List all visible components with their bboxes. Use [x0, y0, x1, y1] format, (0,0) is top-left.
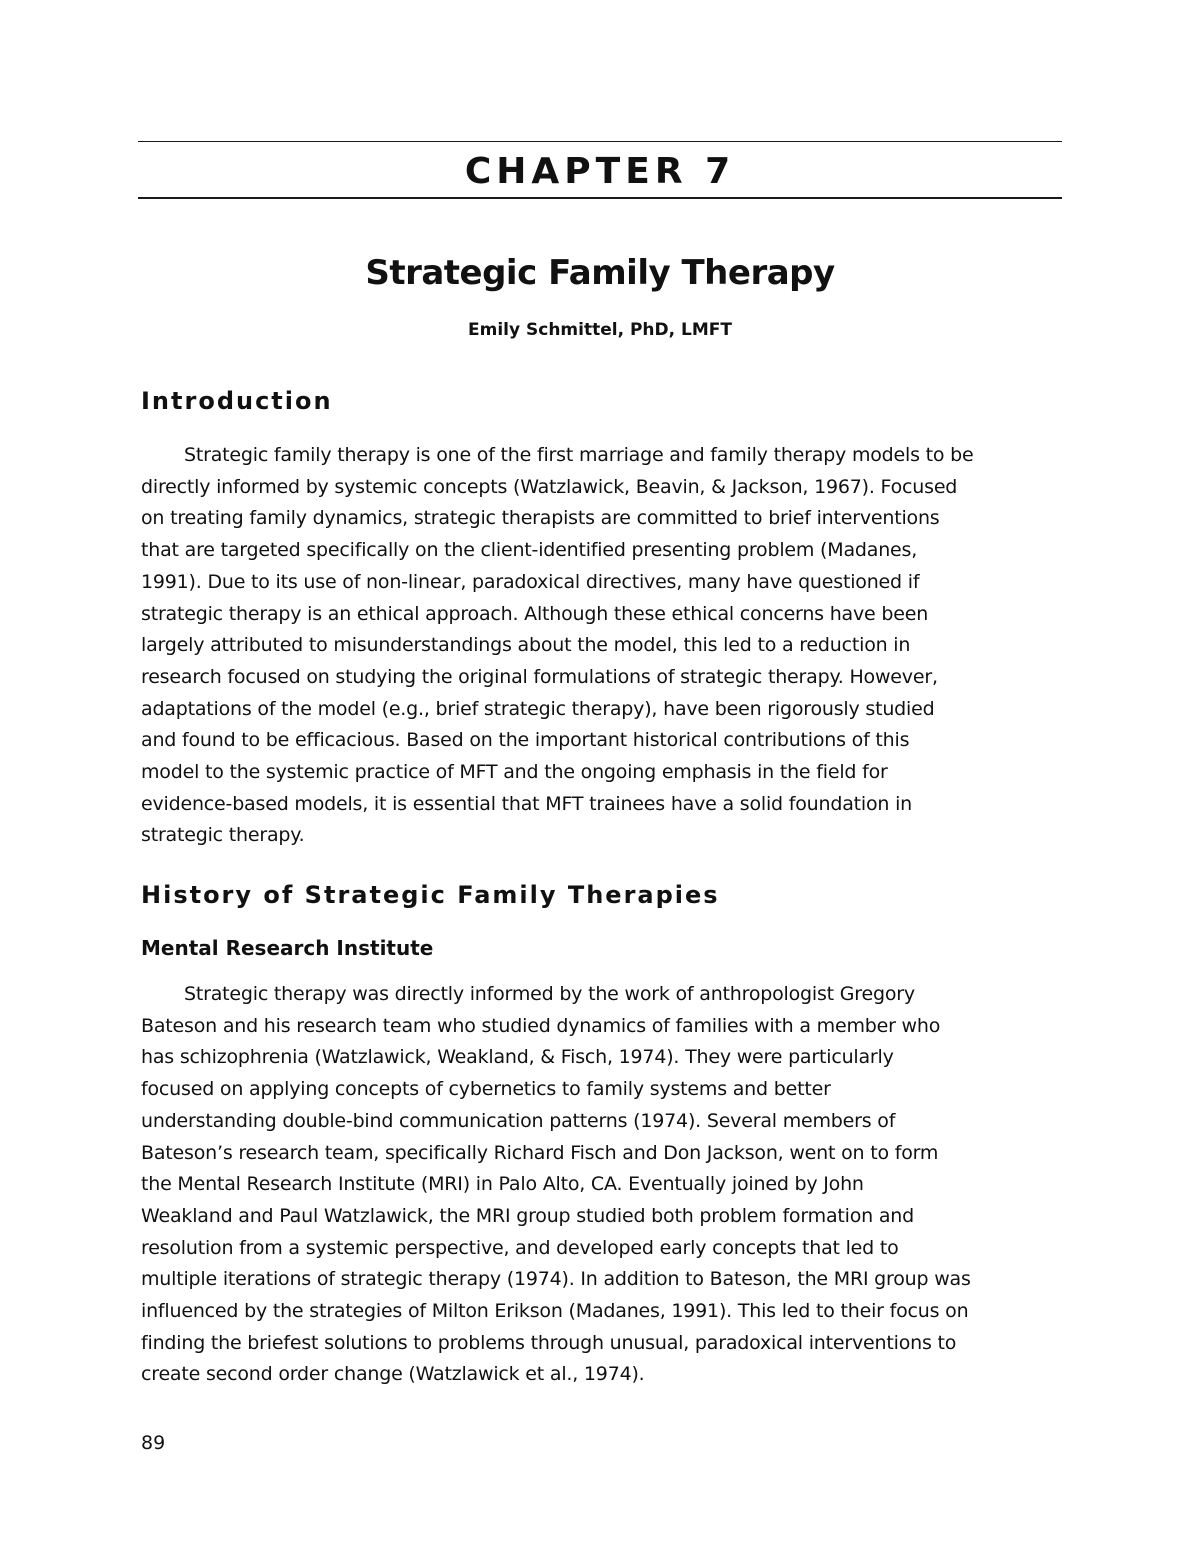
history-paragraph — [141, 979, 1061, 1391]
paragraph-line: the Mental Research Institute (MRI) in Palo Alto, CA. Eventually joined by John — [141, 1173, 864, 1196]
paragraph-line: and found to be efficacious. Based on the important historical contributions of this — [141, 729, 910, 752]
paragraph-line: Bateson’s research team, specifically Richard Fisch and Don Jackson, went on to form — [141, 1141, 939, 1164]
paragraph-line: create second order change (Watzlawick et al., 1974). — [141, 1363, 645, 1386]
paragraph-line: directly informed by systemic concepts (Watzlawick, Beavin, & Jackson, 1967). Focused — [141, 475, 958, 498]
chapter-label: CHAPTER 7 — [464, 151, 736, 192]
paragraph-line: on treating family dynamics, strategic therapists are committed to brief interventions — [141, 507, 940, 530]
chapter-rule-bottom — [138, 197, 1062, 199]
section-heading-introduction: Introduction — [141, 387, 333, 415]
paragraph-line: largely attributed to misunderstandings about the model, this led to a reduction in — [141, 634, 911, 657]
paragraph-line: adaptations of the model (e.g., brief strategic therapy), have been rigorously studied — [141, 697, 935, 720]
paragraph-line: that are targeted specifically on the client-identified presenting problem (Madanes, — [141, 539, 918, 562]
chapter-rule-top — [138, 141, 1062, 142]
paragraph-line: 1991). Due to its use of non-linear, paradoxical directives, many have questioned if — [141, 570, 920, 593]
paragraph-line: research focused on studying the original formulations of strategic therapy. However, — [141, 665, 938, 688]
paragraph-line: focused on applying concepts of cybernetics to family systems and better — [141, 1078, 831, 1101]
paragraph-line: evidence-based models, it is essential that MFT trainees have a solid foundation in — [141, 792, 913, 815]
paragraph-line: has schizophrenia (Watzlawick, Weakland, & Fisch, 1974). They were particularly — [141, 1046, 894, 1069]
paragraph-line: understanding double-bind communication patterns (1974). Several members of — [141, 1109, 896, 1132]
paragraph-line: model to the systemic practice of MFT and the ongoing emphasis in the field for — [141, 761, 888, 784]
section-heading-history: History of Strategic Family Therapies — [141, 881, 720, 909]
paragraph-line: strategic therapy. — [141, 824, 305, 847]
paragraph-line: Bateson and his research team who studied dynamics of families with a member who — [141, 1014, 941, 1037]
paragraph-line: resolution from a systemic perspective, and developed early concepts that led to — [141, 1236, 899, 1259]
introduction-paragraph — [141, 440, 1061, 852]
paragraph-line: strategic therapy is an ethical approach. Although these ethical concerns have been — [141, 602, 929, 625]
paragraph-line: influenced by the strategies of Milton Erikson (Madanes, 1991). This led to their focus on — [141, 1300, 969, 1323]
paragraph-line: finding the briefest solutions to problems through unusual, paradoxical interventions to — [141, 1331, 957, 1354]
paragraph-line: Strategic therapy was directly informed by the work of anthropologist Gregory — [184, 983, 915, 1005]
paragraph-line: Weakland and Paul Watzlawick, the MRI group studied both problem formation and — [141, 1204, 914, 1227]
page-number: 89 — [141, 1432, 166, 1454]
author-byline: Emily Schmittel, PhD, LMFT — [468, 320, 732, 340]
subsection-heading-mri: Mental Research Institute — [141, 936, 434, 960]
paragraph-line: Strategic family therapy is one of the first marriage and family therapy models to be — [184, 444, 974, 466]
paragraph-line: multiple iterations of strategic therapy (1974). In addition to Bateson, the MRI group was — [141, 1268, 971, 1291]
chapter-title: Strategic Family Therapy — [365, 253, 835, 293]
